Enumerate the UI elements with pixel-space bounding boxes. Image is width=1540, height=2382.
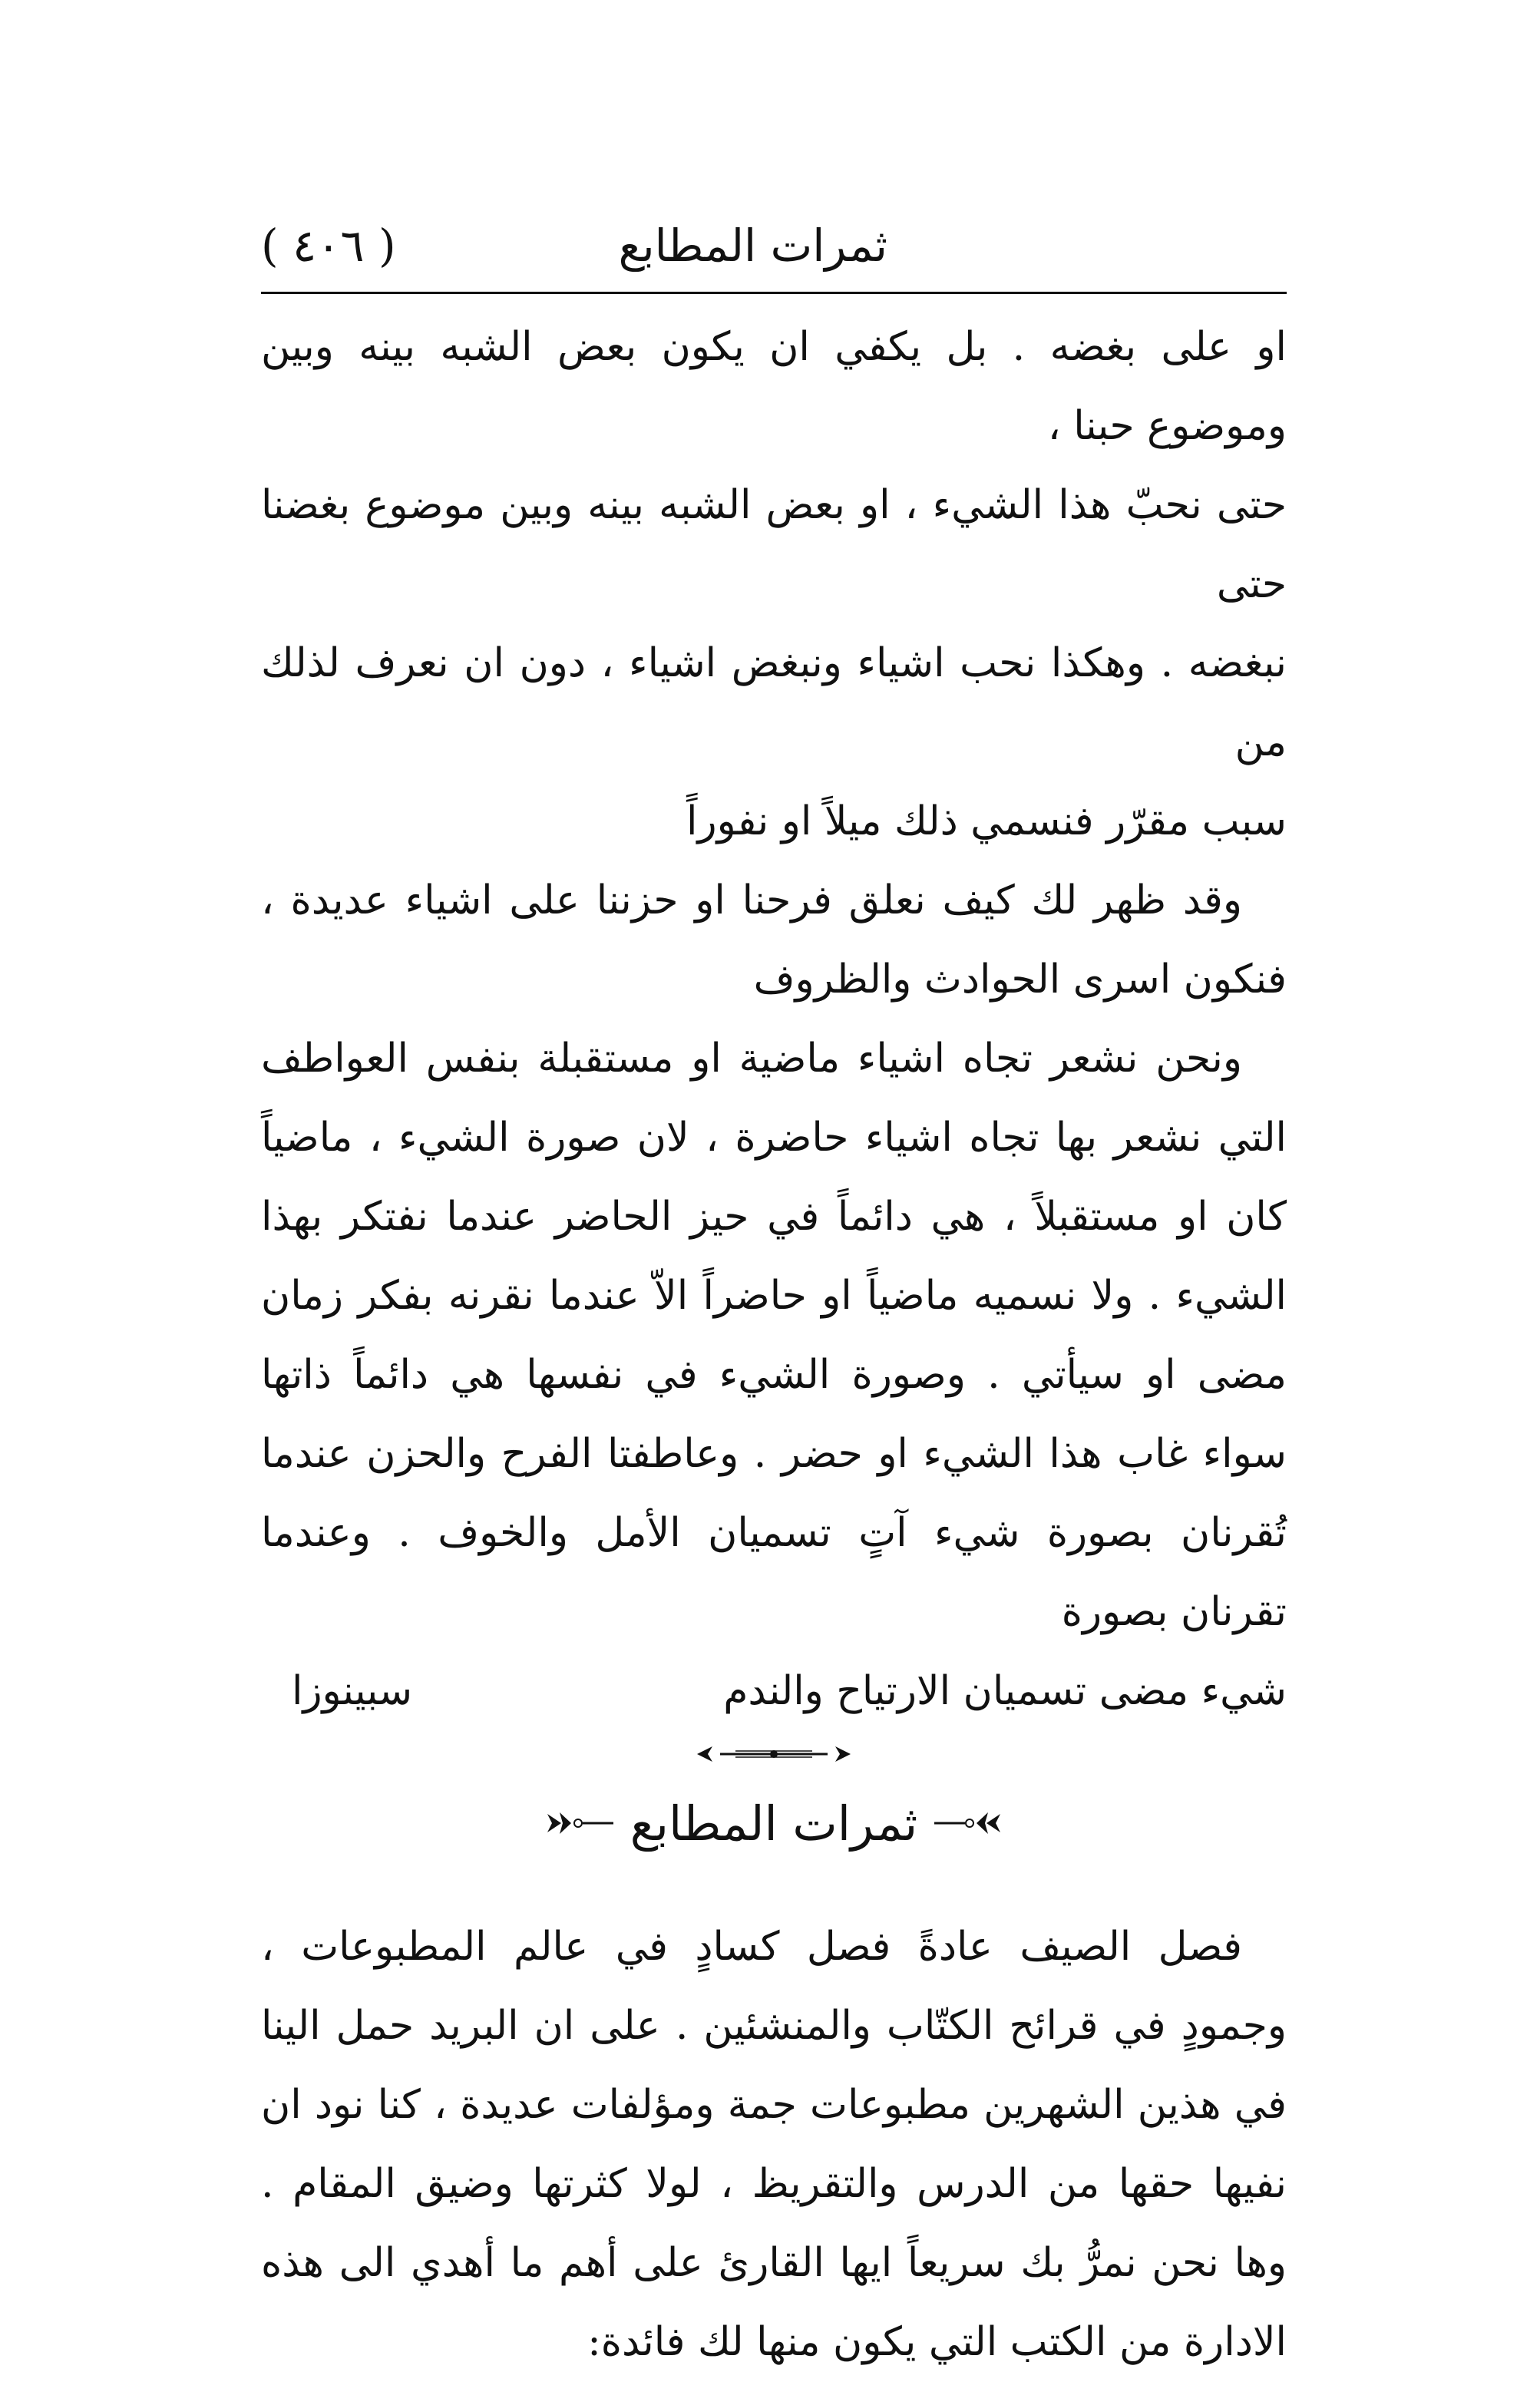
book-page [261, 207, 1287, 2365]
text-line: سبب مقرّر فنسمي ذلك ميلاً او نفوراً [686, 798, 1287, 844]
section-heading [261, 1777, 1287, 1869]
paragraph: ونحن نشعر تجاه اشياء ماضية او مستقبلة بنفس العواطف التي نشعر بها تجاه اشياء حاضرة ، لان صورة الشيء ، ماضياً كان او مستقبلاً ، هي دائماً في حيز الحاضر عندما نفتكر بهذا الشيء . ولا نسميه ماضياً او حاضراً الاّ عندما نقرنه بفكر زمان مضى او سيأتي . وصورة الشيء في نفسها هي دائماً ذاتها سواء غاب هذا الشيء او حضر . وعاطفتا الفرح والحزن عندما تُقرنان بصورة شيء آتٍ تسميان الأمل والخوف . وعندما تقرنان بصورة [261, 1036, 1287, 1635]
article-body [261, 308, 1287, 1731]
text-line: نبغضه . وهكذا نحب اشياء ونبغض اشياء ، دون ان نعرف لذلك من [261, 640, 1287, 765]
divider-ornament-icon [689, 1743, 858, 1766]
section-body [261, 1908, 1287, 2382]
ornamental-divider [261, 1731, 1287, 1777]
section-title: ثمرات المطابع [630, 1795, 918, 1852]
running-title: ثمرات المطابع [618, 220, 887, 272]
heading-ornament-right-icon [544, 1808, 613, 1839]
text-line: حتى نحبّ هذا الشيء ، او بعض الشبه بينه وبين موضوع بغضنا حتى [261, 482, 1287, 607]
heading-ornament-left-icon [934, 1808, 1003, 1839]
closing-text: شيء مضى تسميان الارتياح والندم [723, 1668, 1287, 1714]
paragraph: وقد ظهر لك كيف نعلق فرحنا او حزننا على اشياء عديدة ، فنكون اسرى الحوادث والظروف [261, 877, 1287, 1003]
closing-line [261, 1652, 1287, 1731]
page-number: ( ٤٠٦ ) [261, 220, 396, 272]
text-line: او على بغضه . بل يكفي ان يكون بعض الشبه بينه وبين وموضوع حبنا ، [261, 324, 1287, 449]
paragraph: فصل الصيف عادةً فصل كسادٍ في عالم المطبوعات ، وجمودٍ في قرائح الكتّاب والمنشئين . على ان البريد حمل الينا في هذين الشهرين مطبوعات جمة ومؤلفات عديدة ، كنا نود ان نفيها حقها من الدرس والتقريظ ، لولا كثرتها وضيق المقام . وها نحن نمرُّ بك سريعاً ايها القارئ على أهم ما أهدي الى هذه الادارة من الكتب التي يكون منها لك فائدة: [261, 1924, 1287, 2365]
author-signature: سبينوزا [292, 1668, 413, 1714]
running-header [261, 207, 1287, 294]
